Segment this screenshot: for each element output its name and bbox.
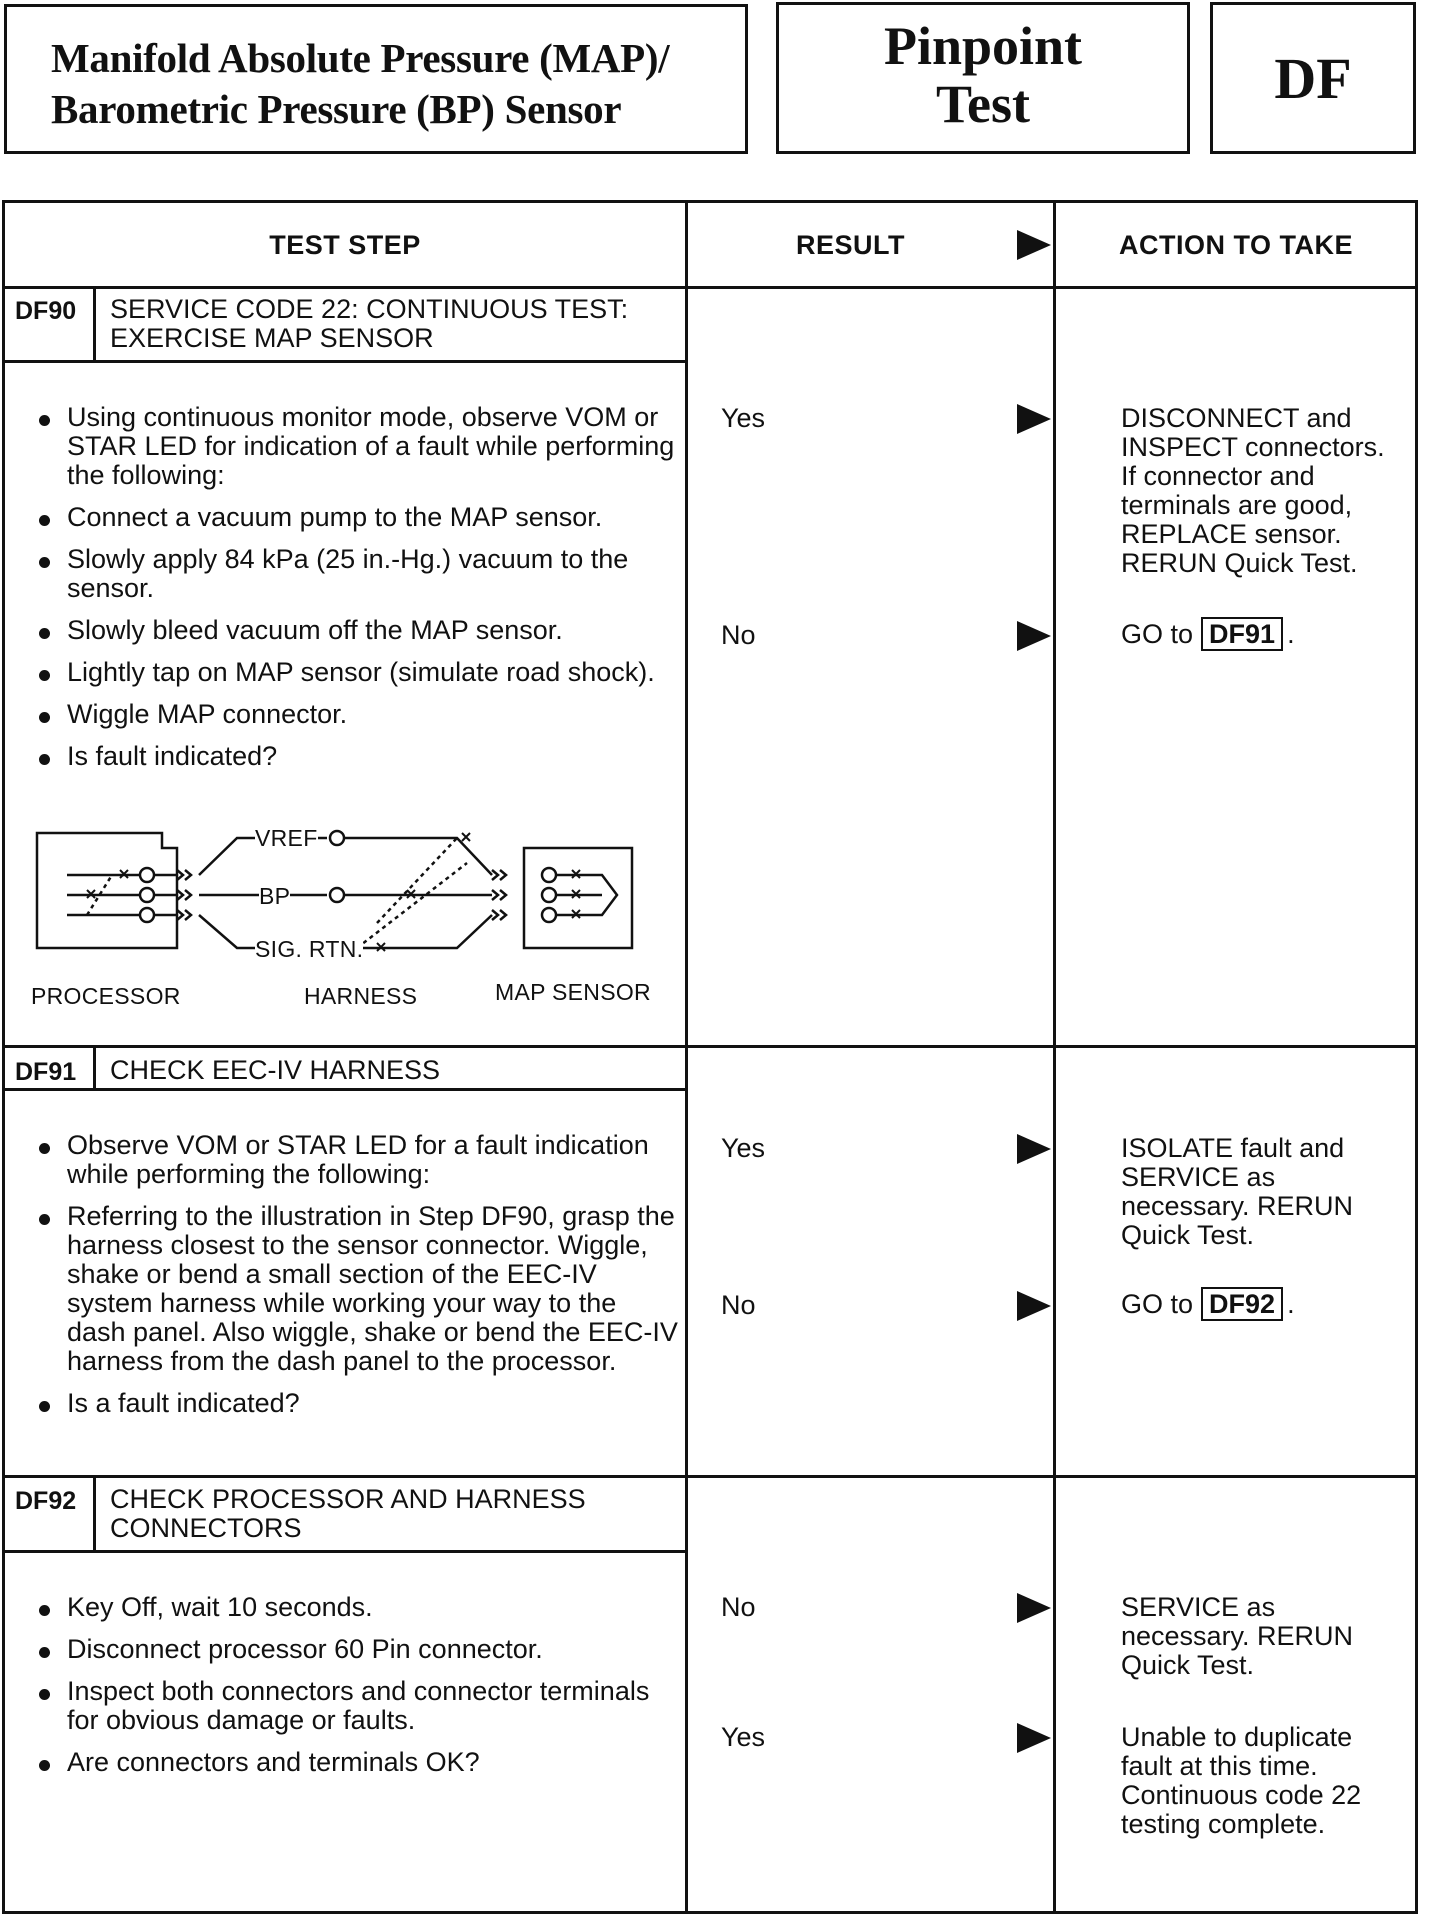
goto-df92-link[interactable]: DF92	[1201, 1287, 1283, 1321]
column-divider-1	[685, 203, 688, 1911]
step-title-df91	[110, 1056, 440, 1085]
step-title-line: EXERCISE MAP SENSOR	[110, 323, 434, 353]
header-divider	[5, 286, 1415, 289]
action-line: necessary. RERUN	[1121, 1191, 1354, 1221]
header-test-step: TEST STEP	[269, 229, 421, 260]
list-item: Inspect both connectors and connector terminals for obvious damage or faults.	[31, 1677, 681, 1735]
pinpoint-line-1: Pinpoint	[883, 16, 1083, 76]
label-processor: PROCESSOR	[31, 983, 181, 1009]
processor-outline	[37, 833, 177, 948]
label-harness: HARNESS	[304, 983, 418, 1009]
step-id-divider	[93, 1048, 96, 1090]
step-bullets-df92	[31, 1593, 681, 1790]
action-line: If connector and	[1121, 461, 1315, 491]
label-map-sensor: MAP SENSOR	[495, 979, 651, 1005]
action-df90-yes	[1121, 404, 1416, 578]
result-no: No	[721, 1290, 756, 1320]
goto-df91-link[interactable]: DF91	[1201, 617, 1283, 651]
action-df90-no	[1121, 617, 1416, 651]
step-id-divider	[93, 289, 96, 363]
list-item: Are connectors and terminals OK?	[31, 1748, 681, 1777]
result-arrow-icon	[1017, 1134, 1051, 1164]
result-arrow-icon	[1017, 1723, 1051, 1753]
step-divider	[5, 1475, 1415, 1478]
action-line: Quick Test.	[1121, 1220, 1255, 1250]
step-id-divider	[93, 1478, 96, 1552]
pinpoint-line-2: Test	[935, 74, 1031, 134]
header-arrow-icon	[1017, 230, 1051, 260]
list-item: Key Off, wait 10 seconds.	[31, 1593, 681, 1622]
action-df92-no	[1121, 1593, 1416, 1680]
code-box	[1210, 2, 1416, 154]
list-item: Is fault indicated?	[31, 742, 681, 771]
list-item: Observe VOM or STAR LED for a fault indication while performing the following:	[31, 1131, 681, 1189]
wiring-diagram	[27, 823, 677, 1023]
action-line: REPLACE sensor.	[1121, 519, 1342, 549]
list-item: Lightly tap on MAP sensor (simulate road shock).	[31, 658, 681, 687]
step-title-line: CHECK EEC-IV HARNESS	[110, 1055, 441, 1085]
step-id-df91: DF91	[15, 1058, 77, 1086]
header-action: ACTION TO TAKE	[1119, 229, 1353, 260]
list-item: Slowly bleed vacuum off the MAP sensor.	[31, 616, 681, 645]
action-line: Unable to duplicate	[1121, 1722, 1353, 1752]
test-code: DF	[1274, 46, 1352, 111]
step-id-df90: DF90	[15, 297, 77, 325]
list-item: Is a fault indicated?	[31, 1389, 681, 1418]
result-arrow-icon	[1017, 1291, 1051, 1321]
step-title-df92	[110, 1485, 586, 1543]
action-df91-yes	[1121, 1134, 1416, 1250]
result-yes: Yes	[721, 403, 766, 433]
step-title-line: SERVICE CODE 22: CONTINUOUS TEST:	[110, 294, 629, 324]
step-title-underline	[5, 1550, 687, 1553]
goto-prefix: GO to	[1121, 1288, 1194, 1319]
result-arrow-icon	[1017, 621, 1051, 651]
step-id-df92: DF92	[15, 1487, 77, 1515]
goto-prefix: GO to	[1121, 618, 1194, 649]
label-sig-rtn: SIG. RTN.	[255, 936, 364, 962]
label-bp: BP	[259, 883, 291, 909]
list-item: Using continuous monitor mode, observe VOM or STAR LED for indication of a fault while performing the following:	[31, 403, 681, 490]
action-line: SERVICE as	[1121, 1592, 1276, 1622]
result-no: No	[721, 1592, 756, 1622]
step-bullets-df91	[31, 1131, 681, 1431]
action-line: necessary. RERUN	[1121, 1621, 1354, 1651]
list-item: Disconnect processor 60 Pin connector.	[31, 1635, 681, 1664]
result-yes: Yes	[721, 1133, 766, 1163]
action-line: Continuous code 22	[1121, 1780, 1362, 1810]
step-title-line: CONNECTORS	[110, 1513, 302, 1543]
list-item: Connect a vacuum pump to the MAP sensor.	[31, 503, 681, 532]
header-result: RESULT	[796, 229, 905, 260]
action-line: DISCONNECT and	[1121, 403, 1352, 433]
label-vref: VREF	[255, 825, 318, 851]
step-title-line: CHECK PROCESSOR AND HARNESS	[110, 1484, 586, 1514]
result-arrow-icon	[1017, 404, 1051, 434]
result-arrow-icon	[1017, 1593, 1051, 1623]
action-line: testing complete.	[1121, 1809, 1326, 1839]
action-df92-yes	[1121, 1723, 1416, 1839]
result-no: No	[721, 620, 756, 650]
step-bullets-df90	[31, 403, 681, 784]
action-line: INSPECT connectors.	[1121, 432, 1385, 462]
result-yes: Yes	[721, 1722, 766, 1752]
action-df91-no	[1121, 1287, 1416, 1321]
list-item: Referring to the illustration in Step DF90, grasp the harness closest to the sensor connector. Wiggle, shake or bend a small section of the EEC-IV system harness while working your way to the dash panel. Also wiggle, shake or bend the EEC-IV harness from the dash panel to the processor.	[31, 1202, 681, 1376]
action-line: ISOLATE fault and	[1121, 1133, 1345, 1163]
title-box	[4, 4, 748, 154]
step-title-df90	[110, 295, 628, 353]
list-item: Slowly apply 84 kPa (25 in.-Hg.) vacuum to the sensor.	[31, 545, 681, 603]
step-title-underline	[5, 360, 687, 363]
goto-suffix: .	[1287, 618, 1295, 649]
test-table	[2, 200, 1418, 1914]
column-divider-2	[1053, 203, 1056, 1911]
action-line: fault at this time.	[1121, 1751, 1318, 1781]
step-title-underline	[5, 1088, 687, 1091]
action-line: Quick Test.	[1121, 1650, 1255, 1680]
page-title	[51, 33, 669, 135]
step-divider	[5, 1045, 1415, 1048]
action-line: SERVICE as	[1121, 1162, 1276, 1192]
goto-suffix: .	[1287, 1288, 1295, 1319]
action-line: terminals are good,	[1121, 490, 1353, 520]
action-line: RERUN Quick Test.	[1121, 548, 1358, 578]
pinpoint-test-label	[779, 17, 1187, 133]
list-item: Wiggle MAP connector.	[31, 700, 681, 729]
title-line-1: Manifold Absolute Pressure (MAP)/	[51, 35, 670, 81]
pinpoint-test-box	[776, 2, 1190, 154]
title-line-2: Barometric Pressure (BP) Sensor	[51, 86, 622, 132]
